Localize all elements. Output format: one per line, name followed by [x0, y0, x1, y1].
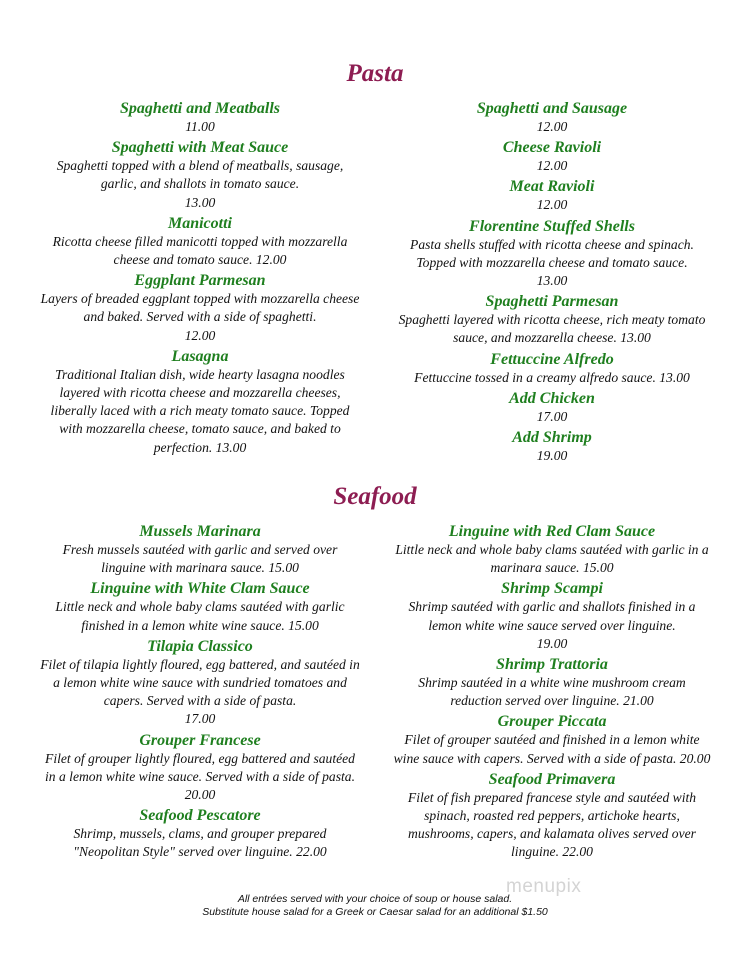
menu-item-price: 12.00: [536, 119, 568, 134]
menu-item-description: Ricotta cheese filled manicotti topped with mozzarella cheese and tomato sauce. 12.00: [52, 233, 348, 268]
menu-item: [40, 138, 360, 212]
menu-item-name: Spaghetti and Sausage: [476, 100, 628, 117]
menu-item-name: Spaghetti and Meatballs: [119, 100, 281, 117]
menu-item-name: Cheese Ravioli: [502, 139, 602, 157]
menu-item-name: Tilapia Classico: [147, 637, 253, 655]
menu-item-description: Shrimp sautéed in a white wine mushroom cream reduction served over linguine. 21.00: [418, 675, 686, 709]
menu-item-name: Seafood Pescatore: [139, 807, 261, 825]
menu-item-description: Filet of grouper sautéed and finished in a lemon white wine sauce with capers. Served with a side of pasta. 20.00: [393, 732, 711, 766]
menu-item: [40, 637, 360, 729]
menu-item-description: Shrimp, mussels, clams, and grouper prepared "Neopolitan Style" served over linguine. 22.00: [73, 826, 327, 860]
menu-item-price: 13.00: [184, 194, 216, 210]
menu-item: [392, 712, 712, 767]
footer-note-2: Substitute house salad for a Greek or Caesar salad for an additional $1.50: [202, 906, 548, 918]
menu-item-name: Add Shrimp: [512, 429, 592, 447]
menu-item: [392, 99, 712, 136]
menu-item-name: Add Chicken: [509, 389, 595, 407]
menupix-watermark-logo: menupix: [506, 876, 582, 897]
menu-item: [392, 389, 712, 426]
menu-item-name: Spaghetti with Meat Sauce: [111, 139, 289, 157]
menu-item-price: 12.00: [536, 197, 568, 213]
menu-item-name: Florentine Stuffed Shells: [469, 217, 635, 235]
footer-note-1: All entrées served with your choice of soup or house salad.: [237, 893, 513, 905]
pasta-left-column: [40, 97, 360, 457]
menu-item: [392, 522, 712, 577]
menu-item: [40, 347, 360, 457]
menu-item-name: Grouper Francese: [139, 731, 261, 749]
menu-item-price: 11.00: [185, 119, 215, 134]
menu-item-description: Filet of grouper lightly floured, egg battered and sautéed in a lemon white wine sauce. Served with a side of pasta. 20.00: [45, 750, 355, 803]
menu-item: [392, 655, 712, 710]
menu-item-name: Shrimp Trattoria: [496, 656, 608, 674]
menu-item-price: 12.00: [184, 327, 216, 343]
menu-item: [40, 731, 360, 805]
menu-item-price: 19.00: [536, 635, 568, 651]
menu-item-name: Shrimp Scampi: [501, 580, 603, 598]
menu-item-name: Linguine with Red Clam Sauce: [448, 523, 656, 540]
menu-item-name: Seafood Primavera: [488, 770, 616, 788]
menu-item: [392, 770, 712, 862]
seafood-right-column: [392, 520, 712, 862]
seafood-left-column: [40, 520, 360, 862]
menu-item: [392, 350, 712, 387]
menu-item-name: Meat Ravioli: [509, 178, 595, 196]
menu-item-price: 19.00: [536, 448, 568, 464]
menu-item-description: Spaghetti layered with ricotta cheese, rich meaty tomato sauce, and mozzarella cheese. 13.00: [398, 312, 706, 346]
menu-item: [40, 579, 360, 634]
menu-item-description: Traditional Italian dish, wide hearty lasagna noodles layered with ricotta cheese and mozzarella cheeses, liberally laced with a rich meaty tomato sauce. Topped with mozzarella cheese, tomato sauce, and baked to perfection. 13.00: [50, 366, 350, 455]
menu-item: [40, 214, 360, 269]
menu-item: [392, 292, 712, 347]
menu-item: [392, 217, 712, 291]
menu-item-name: Grouper Piccata: [497, 713, 607, 731]
menu-item: [40, 522, 360, 577]
menu-item-description: Fettuccine tossed in a creamy alfredo sauce. 13.00: [414, 369, 690, 385]
pasta-section-title: Pasta: [346, 60, 404, 87]
menu-item: [392, 579, 712, 653]
menu-item: [40, 99, 360, 136]
menu-item: [40, 806, 360, 861]
menu-item-name: Fettuccine Alfredo: [490, 350, 614, 368]
menu-item-name: Linguine with White Clam Sauce: [90, 580, 310, 598]
menu-item-name: Lasagna: [171, 347, 229, 365]
menu-item-description: Filet of fish prepared francese style and sautéed with spinach, roasted red peppers, artichoke hearts, mushrooms, capers, and kalamata olives served over linguine. 22.00: [407, 789, 697, 860]
menu-item-description: Little neck and whole baby clams sautéed with garlic finished in a lemon white wine sauce. 15.00: [55, 599, 345, 633]
menu-item-price: 17.00: [184, 711, 216, 727]
menu-item-price: 12.00: [536, 158, 568, 174]
seafood-section-title: Seafood: [333, 483, 417, 510]
menu-item: [392, 177, 712, 214]
menu-item-description: Pasta shells stuffed with ricotta cheese and spinach. Topped with mozzarella cheese and tomato sauce.: [410, 236, 694, 270]
menu-item: [392, 138, 712, 175]
menu-item-price: 13.00: [536, 273, 568, 289]
menu-item-description: Little neck and whole baby clams sautéed with garlic in a marinara sauce. 15.00: [395, 542, 709, 576]
menu-item: [392, 428, 712, 465]
menu-item-description: Filet of tilapia lightly floured, egg battered, and sautéed in a lemon white wine sauce with sundried tomatoes and capers. Served with a side of pasta.: [40, 656, 360, 709]
pasta-right-column: [392, 97, 712, 465]
menu-item: [40, 271, 360, 345]
menu-item-name: Spaghetti Parmesan: [485, 293, 619, 311]
menu-item-description: Layers of breaded eggplant topped with mozzarella cheese and baked. Served with a side of spaghetti.: [40, 291, 360, 325]
menu-item-description: Spaghetti topped with a blend of meatballs, sausage, garlic, and shallots in tomato sauce.: [56, 158, 344, 192]
menu-item-description: Fresh mussels sautéed with garlic and served over linguine with marinara sauce. 15.00: [62, 542, 338, 576]
menu-item-name: Manicotti: [167, 214, 232, 232]
menu-item-price: 17.00: [536, 408, 568, 424]
menu-item-name: Eggplant Parmesan: [134, 272, 266, 290]
menu-item-name: Mussels Marinara: [139, 523, 261, 540]
menu-item-description: Shrimp sautéed with garlic and shallots finished in a lemon white wine sauce served over linguine.: [408, 599, 696, 633]
